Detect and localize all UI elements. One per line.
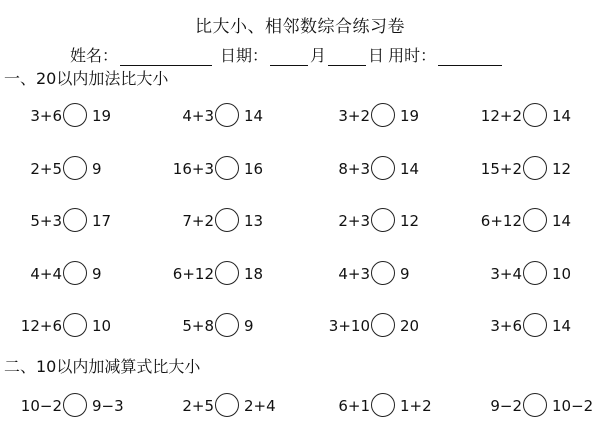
right-expression: 14 [552,212,572,230]
left-expression: 8+3 [338,159,370,178]
section-1-heading: 一、20以内加法比大小 [4,69,169,88]
comparison-problem [308,392,458,422]
right-expression: 9 [244,317,254,335]
left-expression: 12+6 [20,317,62,335]
answer-circle[interactable] [371,156,395,180]
right-expression: 12 [552,159,572,178]
comparison-problem [152,155,302,185]
comparison-problem [0,392,150,422]
month-blank[interactable] [270,49,308,66]
answer-circle[interactable] [63,103,87,127]
comparison-problem [460,155,600,185]
right-expression: 14 [244,107,264,125]
answer-circle[interactable] [523,156,547,180]
problem-row [0,207,600,237]
comparison-problem [0,207,150,237]
right-expression: 9−3 [92,397,124,415]
right-expression: 9 [400,264,410,283]
name-label: 姓名： [70,46,119,65]
comparison-problem [460,102,600,132]
left-expression: 6+12 [172,264,214,283]
right-expression: 9 [92,159,102,178]
right-expression: 10−2 [552,397,594,415]
problem-row [0,392,600,422]
right-expression: 19 [400,107,420,125]
answer-circle[interactable] [523,393,547,417]
left-expression: 10−2 [20,397,62,415]
answer-circle[interactable] [523,313,547,337]
problem-row [0,155,600,185]
answer-circle[interactable] [63,313,87,337]
worksheet-title: 比大小、相邻数综合练习卷 [195,17,405,37]
answer-circle[interactable] [215,393,239,417]
comparison-problem [308,207,458,237]
section-2-heading: 二、10以内加减算式比大小 [4,357,201,376]
right-expression: 10 [92,317,112,335]
comparison-problem [460,392,600,422]
answer-circle[interactable] [215,156,239,180]
right-expression: 1+2 [400,397,432,415]
comparison-problem [308,312,458,342]
answer-circle[interactable] [215,103,239,127]
left-expression: 2+5 [30,159,62,178]
right-expression: 19 [92,107,112,125]
left-expression: 7+2 [182,212,214,230]
right-expression: 16 [244,159,264,178]
answer-circle[interactable] [523,103,547,127]
comparison-problem [460,312,600,342]
right-expression: 17 [92,212,112,230]
comparison-problem [152,102,302,132]
answer-circle[interactable] [371,261,395,285]
answer-circle[interactable] [63,261,87,285]
left-expression: 3+4 [490,264,522,283]
day-blank[interactable] [328,49,366,66]
answer-circle[interactable] [371,393,395,417]
right-expression: 18 [244,264,264,283]
answer-circle[interactable] [371,208,395,232]
left-expression: 4+3 [338,264,370,283]
name-blank[interactable] [120,49,212,66]
left-expression: 15+2 [480,159,522,178]
left-expression: 6+1 [338,397,370,415]
left-expression: 3+6 [30,107,62,125]
comparison-problem [460,207,600,237]
left-expression: 3+6 [490,317,522,335]
problem-row [0,102,600,132]
comparison-problem [308,155,458,185]
left-expression: 3+10 [328,317,370,335]
left-expression: 12+2 [480,107,522,125]
answer-circle[interactable] [523,261,547,285]
answer-circle[interactable] [215,313,239,337]
left-expression: 3+2 [338,107,370,125]
answer-circle[interactable] [523,208,547,232]
comparison-problem [308,102,458,132]
problem-row [0,312,600,342]
comparison-problem [0,102,150,132]
comparison-problem [460,260,600,290]
problem-row [0,260,600,290]
right-expression: 12 [400,212,420,230]
right-expression: 14 [552,317,572,335]
answer-circle[interactable] [63,156,87,180]
comparison-problem [0,312,150,342]
answer-circle[interactable] [215,261,239,285]
right-expression: 10 [552,264,572,283]
time-label: 用时： [388,46,437,65]
right-expression: 14 [552,107,572,125]
comparison-problem [152,312,302,342]
comparison-problem [152,392,302,422]
left-expression: 6+12 [480,212,522,230]
right-expression: 9 [92,264,102,283]
comparison-problem [152,207,302,237]
right-expression: 13 [244,212,264,230]
comparison-problem [0,155,150,185]
comparison-problem [152,260,302,290]
date-label: 日期： [220,46,269,65]
comparison-problem [0,260,150,290]
time-blank[interactable] [438,49,502,66]
answer-circle[interactable] [371,313,395,337]
answer-circle[interactable] [215,208,239,232]
left-expression: 9−2 [490,397,522,415]
answer-circle[interactable] [63,393,87,417]
right-expression: 2+4 [244,397,276,415]
left-expression: 4+3 [182,107,214,125]
right-expression: 14 [400,159,420,178]
left-expression: 2+3 [338,212,370,230]
answer-circle[interactable] [63,208,87,232]
left-expression: 5+3 [30,212,62,230]
month-label: 月 [310,46,327,65]
left-expression: 5+8 [182,317,214,335]
answer-circle[interactable] [371,103,395,127]
left-expression: 16+3 [172,159,214,178]
left-expression: 2+5 [182,397,214,415]
student-info-line [70,43,504,66]
left-expression: 4+4 [30,264,62,283]
right-expression: 20 [400,317,420,335]
comparison-problem [308,260,458,290]
day-label: 日 [368,46,385,65]
